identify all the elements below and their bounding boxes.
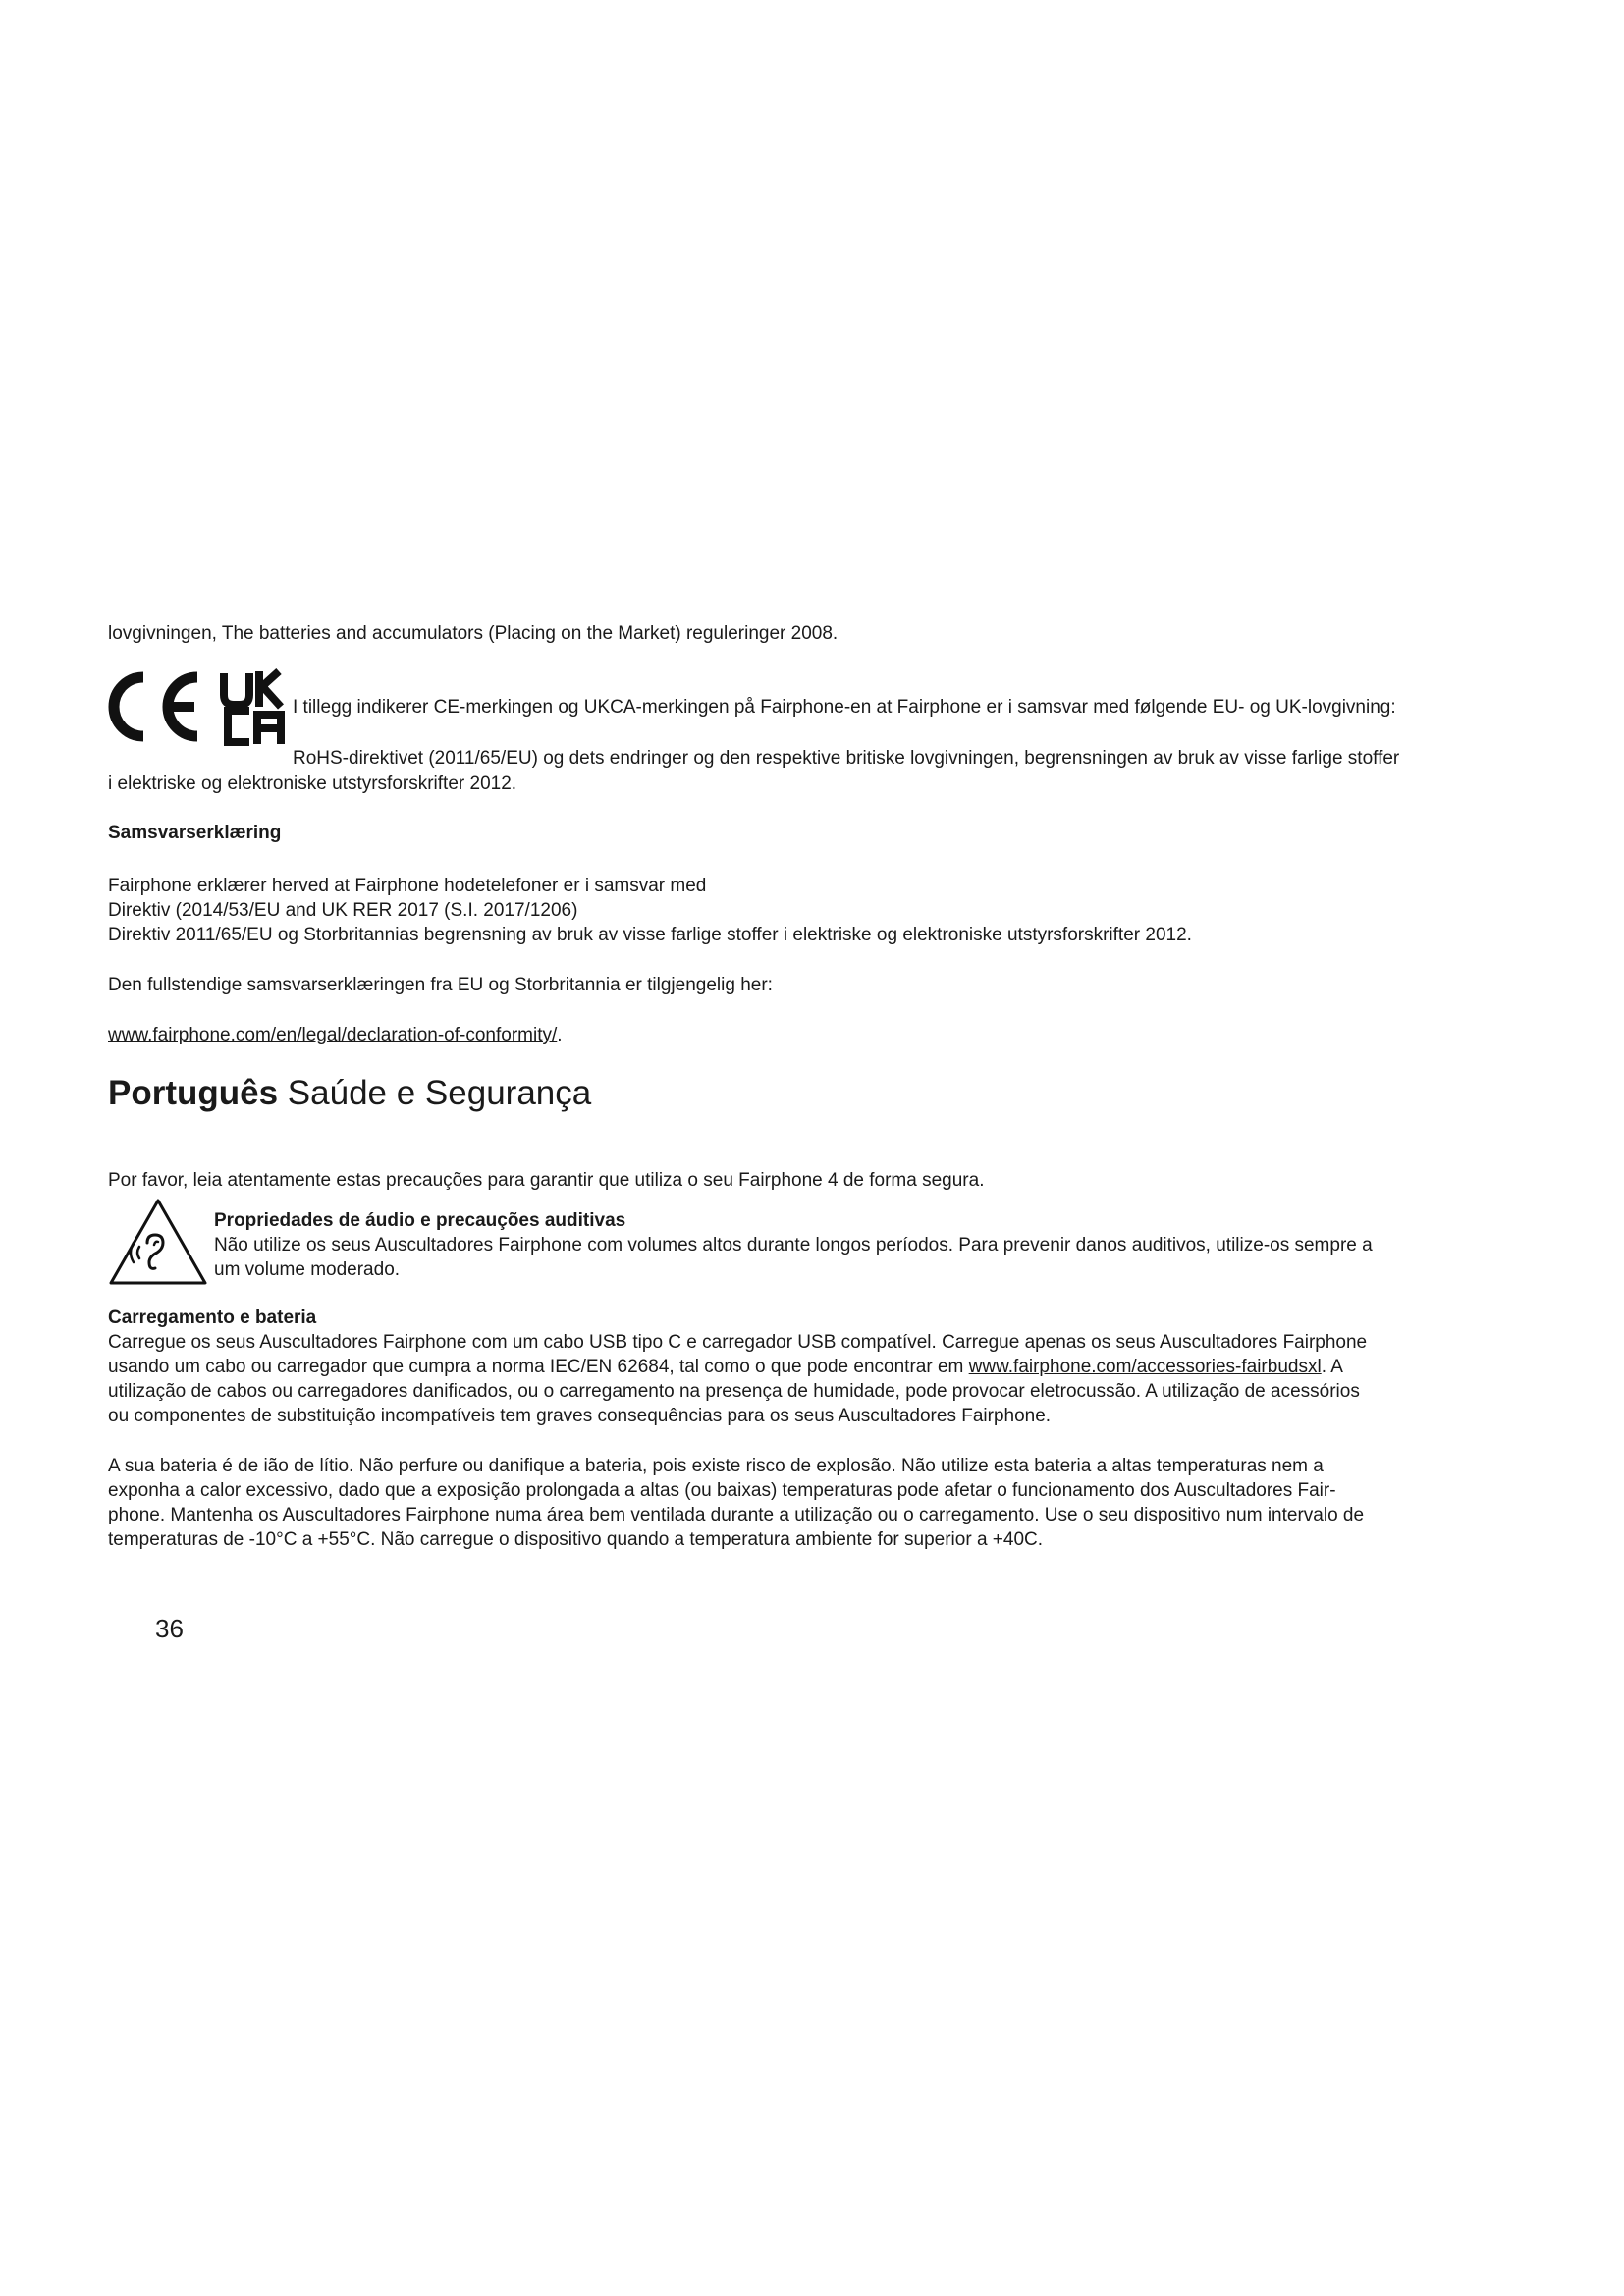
charging-line-2-end: . A — [1321, 1357, 1343, 1377]
declaration-link-line — [108, 1023, 563, 1047]
hearing-warning-icon — [106, 1196, 210, 1288]
battery-line-3: phone. Mantenha os Auscultadores Fairphone numa área bem ventilada durante a utilização ou o carregamento. Use o seu dispositivo num intervalo de — [108, 1505, 1365, 1525]
charging-line-3: utilização de cabos ou carregadores danificados, ou o carregamento na presença de humidade, pode provocar eletrocussão. A utilização de acessórios — [108, 1381, 1360, 1402]
ce-ukca-line3: i elektriske og elektroniske utstyrsforskrifter 2012. — [108, 774, 517, 794]
declaration-line-1: Fairphone erklærer herved at Fairphone hodetelefoner er i samsvar med — [108, 876, 707, 896]
portuguese-intro: Por favor, leia atentamente estas precauções para garantir que utiliza o seu Fairphone 4 de forma segura. — [108, 1170, 985, 1191]
declaration-heading: Samsvarserklæring — [108, 823, 282, 843]
charging-line-2-text: usando um cabo ou carregador que cumpra a norma IEC/EN 62684, tal como o que pode encontrar em — [108, 1357, 969, 1377]
ce-ukca-line2: RoHS-direktivet (2011/65/EU) og dets endringer og den respektive britiske lovgivningen, begrensningen av bruk av visse farlige stoffer — [293, 748, 1400, 769]
ce-ukca-line1: I tillegg indikerer CE-merkingen og UKCA-merkingen på Fairphone-en at Fairphone er i samsvar med følgende EU- og UK-lovgivning: — [293, 697, 1396, 718]
charging-line-4: ou componentes de substituição incompatíveis tem graves consequências para os seus Auscultadores Fairphone. — [108, 1406, 1052, 1426]
section-heading-title: Saúde e Segurança — [278, 1074, 592, 1112]
declaration-availability: Den fullstendige samsvarserklæringen fra EU og Storbritannia er tilgjengelig her: — [108, 975, 773, 995]
audio-line-2: um volume moderado. — [214, 1259, 401, 1280]
battery-line-2: exponha a calor excessivo, dado que a exposição prolongada a altas (ou baixas) temperaturas pode afetar o funcionamento dos Auscultadores Fair- — [108, 1480, 1336, 1501]
ce-ukca-logo-icon — [104, 667, 291, 746]
charging-title: Carregamento e bateria — [108, 1308, 317, 1328]
accessories-link[interactable]: www.fairphone.com/accessories-fairbudsxl — [968, 1357, 1322, 1377]
charging-line-2 — [108, 1355, 1343, 1379]
top-paragraph: lovgivningen, The batteries and accumulators (Placing on the Market) reguleringer 2008. — [108, 623, 839, 644]
declaration-line-2: Direktiv (2014/53/EU and UK RER 2017 (S.I. 2017/1206) — [108, 900, 578, 921]
page-number: 36 — [155, 1614, 184, 1643]
section-heading — [108, 1072, 591, 1115]
declaration-line-3: Direktiv 2011/65/EU og Storbritannias begrensning av bruk av visse farlige stoffer i elektriske og elektroniske utstyrsforskrifter 2012. — [108, 925, 1192, 945]
declaration-link-suffix: . — [557, 1025, 563, 1045]
battery-line-1: A sua bateria é de ião de lítio. Não perfure ou danifique a bateria, pois existe risco de explosão. Não utilize esta bateria a altas temperaturas nem a — [108, 1456, 1324, 1476]
audio-line-1: Não utilize os seus Auscultadores Fairphone com volumes altos durante longos períodos. Para prevenir danos auditivos, utilize-os sempre a — [214, 1235, 1373, 1255]
section-heading-language: Português — [108, 1074, 279, 1112]
audio-title: Propriedades de áudio e precauções auditivas — [214, 1210, 626, 1231]
charging-line-1: Carregue os seus Auscultadores Fairphone com um cabo USB tipo C e carregador USB compatível. Carregue apenas os seus Auscultadores Fairphone — [108, 1332, 1368, 1353]
battery-line-4: temperaturas de -10°C a +55°C. Não carregue o dispositivo quando a temperatura ambiente for superior a +40C. — [108, 1529, 1044, 1550]
declaration-link[interactable]: www.fairphone.com/en/legal/declaration-of-conformity/ — [108, 1025, 558, 1045]
